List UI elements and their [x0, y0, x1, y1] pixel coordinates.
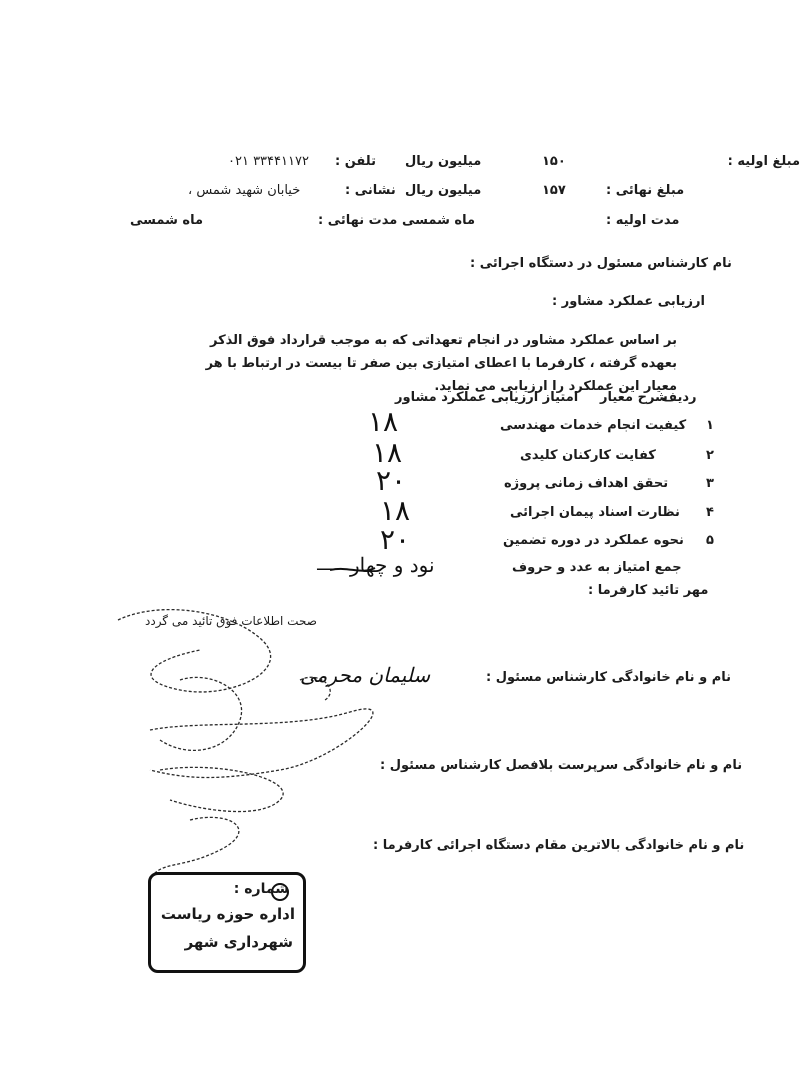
address-value: خیابان شهید شمس ،	[188, 183, 301, 198]
supervisor-signature-label: نام و نام خانوادگی سرپرست بلافصل کارشناس مسئول :	[380, 758, 743, 773]
table-row-criterion: تحقق اهداف زمانی پروژه	[504, 476, 669, 491]
initial-amount-label: مبلغ اولیه :	[727, 154, 800, 169]
table-row-score: ۱۸	[380, 494, 411, 527]
top-official-signature-label: نام و نام خانوادگی بالاترین مقام دستگاه اجرائی کارفرما :	[373, 838, 745, 853]
table-row-score: ۲۰	[380, 523, 411, 556]
table-row-num: ۱	[706, 418, 714, 433]
final-amount-unit: میلیون ریال	[405, 183, 482, 198]
table-col-criteria: شرح معیار	[600, 390, 668, 405]
table-col-score: امتیاز ارزیابی عملکرد مشاور	[395, 390, 579, 405]
total-label: جمع امتیاز به عدد و حروف	[512, 560, 682, 575]
table-row-num: ۵	[706, 533, 714, 548]
table-row-criterion: نحوه عملکرد در دوره تضمین	[503, 533, 684, 548]
table-row-score: ۲۰	[376, 464, 407, 497]
stamp-line: شماره :	[233, 881, 289, 897]
initial-amount-unit: میلیون ریال	[405, 154, 482, 169]
responsible-expert-label: نام کارشناس مسئول در دستگاه اجرائی :	[470, 256, 732, 271]
final-duration-unit: ماه شمسی	[130, 213, 204, 228]
stamp-note: صحت اطلاعات فوق تائید می گردد	[145, 614, 317, 628]
stamp-line: اداره حوزه ریاست	[160, 905, 295, 923]
client-seal-label: مهر تائید کارفرما :	[588, 583, 709, 598]
stamp-line: شهرداری شهر	[184, 933, 293, 951]
total-value: نود و چهار	[350, 553, 435, 577]
table-row-num: ۴	[706, 505, 714, 520]
address-label: نشانی :	[345, 183, 396, 198]
table-row-score: ۱۸	[372, 436, 403, 469]
table-row-criterion: کیفیت انجام خدمات مهندسی	[500, 418, 687, 433]
expert-signature-label: نام و نام خانوادگی کارشناس مسئول :	[486, 670, 731, 685]
table-row-num: ۲	[706, 448, 714, 463]
table-row-criterion: نظارت اسناد پیمان اجرائی	[510, 505, 680, 520]
phone-label: تلفن :	[335, 154, 376, 169]
table-col-row: ردیف	[662, 390, 697, 405]
initial-duration-unit: ماه شمسی	[402, 213, 476, 228]
final-amount-label: مبلغ نهائی :	[606, 183, 685, 198]
final-amount-value: ۱۵۷	[542, 183, 566, 198]
table-row-num: ۳	[706, 476, 714, 491]
evaluation-heading: ارزیابی عملکرد مشاور :	[552, 294, 705, 309]
final-duration-label: مدت نهائی :	[318, 213, 398, 228]
initial-amount-value: ۱۵۰	[542, 154, 566, 169]
total-mark: —	[316, 556, 338, 581]
phone-value: ۰۲۱ ۳۳۴۴۱۱۷۲	[228, 154, 309, 169]
expert-signature-value: سلیمان محرمی	[300, 663, 431, 687]
initial-duration-label: مدت اولیه :	[606, 213, 680, 228]
table-row-criterion: کفایت کارکنان کلیدی	[520, 448, 656, 463]
intro-paragraph: بر اساس عملکرد مشاور در انجام تعهداتی که به موجب قرارداد فوق الذکر بعهده گرفته ، کارفرما با اعطای امتیازی بین صفر تا بیست در ارتباط با هر معیار این عملکرد را ارزیابی می نماید.	[205, 333, 677, 394]
table-row-score: ۱۸	[368, 405, 399, 438]
official-stamp	[148, 872, 306, 973]
